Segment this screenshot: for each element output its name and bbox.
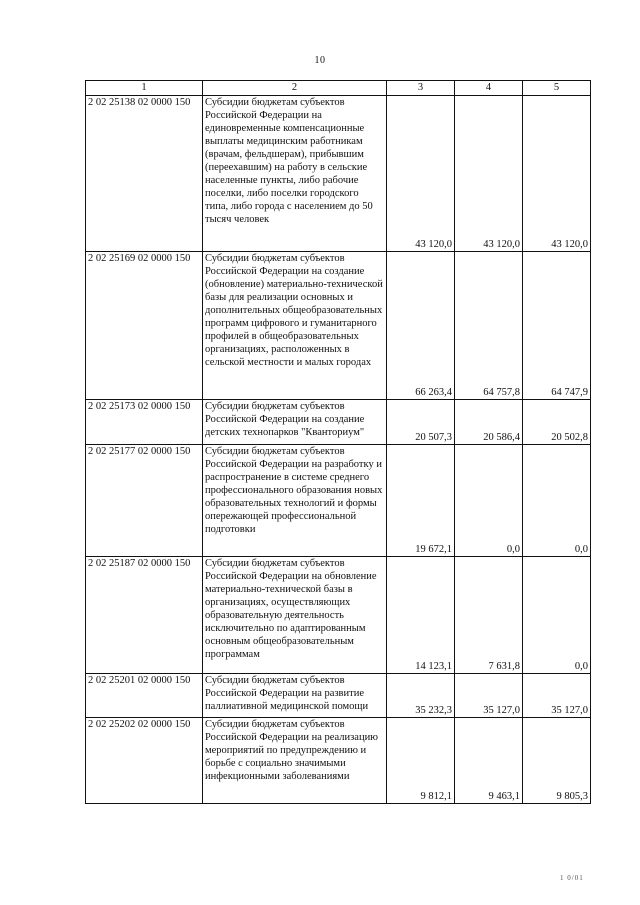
value-col-5: 9 805,3 (523, 718, 591, 804)
page-number: 10 (314, 55, 326, 66)
table-row (86, 96, 591, 252)
footer-mark: 1 0/01 (560, 874, 584, 882)
value-col-5: 0,0 (523, 445, 591, 557)
table-row (86, 252, 591, 400)
value-col-4: 64 757,8 (455, 252, 523, 400)
budget-code: 2 02 25169 02 0000 150 (86, 252, 203, 400)
row-description: Субсидии бюджетам субъектов Российской Федерации на создание детских технопарков "Кванториум" (203, 400, 387, 445)
value-col-4: 20 586,4 (455, 400, 523, 445)
column-header: 1 (86, 81, 203, 96)
budget-code: 2 02 25201 02 0000 150 (86, 674, 203, 718)
table-row (86, 445, 591, 557)
value-col-4: 9 463,1 (455, 718, 523, 804)
budget-code: 2 02 25187 02 0000 150 (86, 557, 203, 674)
row-description: Субсидии бюджетам субъектов Российской Федерации на единовременные компенсационные выплаты медицинским работникам (врачам, фельдшерам), прибывшим (переехавшим) на работу в сельские населенные пункты, либо рабочие поселки, либо поселки городского типа, либо города с населением до 50 тысяч человек (203, 96, 387, 252)
column-header: 4 (455, 81, 523, 96)
value-col-3: 35 232,3 (387, 674, 455, 718)
value-col-3: 43 120,0 (387, 96, 455, 252)
budget-code: 2 02 25177 02 0000 150 (86, 445, 203, 557)
value-col-4: 0,0 (455, 445, 523, 557)
table-row (86, 674, 591, 718)
budget-code: 2 02 25138 02 0000 150 (86, 96, 203, 252)
value-col-5: 0,0 (523, 557, 591, 674)
row-description: Субсидии бюджетам субъектов Российской Федерации на разработку и распространение в системе среднего профессионального образования новых образовательных технологий и формы опережающей профессиональной подготовки (203, 445, 387, 557)
value-col-3: 9 812,1 (387, 718, 455, 804)
value-col-5: 64 747,9 (523, 252, 591, 400)
value-col-4: 35 127,0 (455, 674, 523, 718)
value-col-4: 7 631,8 (455, 557, 523, 674)
row-description: Субсидии бюджетам субъектов Российской Федерации на создание (обновление) материально-технической базы для реализации основных и дополнительных общеобразовательных программ цифрового и гуманитарного профилей в общеобразовательных организациях, расположенных в сельской местности и малых городах (203, 252, 387, 400)
row-description: Субсидии бюджетам субъектов Российской Федерации на обновление материально-технической базы в организациях, осуществляющих образовательную деятельность исключительно по адаптированным основным общеобразовательным программам (203, 557, 387, 674)
budget-code: 2 02 25202 02 0000 150 (86, 718, 203, 804)
table-header-row (86, 81, 591, 96)
value-col-5: 43 120,0 (523, 96, 591, 252)
table-row (86, 400, 591, 445)
column-header: 2 (203, 81, 387, 96)
value-col-3: 20 507,3 (387, 400, 455, 445)
value-col-5: 35 127,0 (523, 674, 591, 718)
row-description: Субсидии бюджетам субъектов Российской Федерации на реализацию мероприятий по предупреждению и борьбе с социально значимыми инфекционными заболеваниями (203, 718, 387, 804)
value-col-4: 43 120,0 (455, 96, 523, 252)
table-row (86, 718, 591, 804)
table-row (86, 557, 591, 674)
value-col-5: 20 502,8 (523, 400, 591, 445)
value-col-3: 14 123,1 (387, 557, 455, 674)
column-header: 3 (387, 81, 455, 96)
value-col-3: 19 672,1 (387, 445, 455, 557)
budget-code: 2 02 25173 02 0000 150 (86, 400, 203, 445)
value-col-3: 66 263,4 (387, 252, 455, 400)
column-header: 5 (523, 81, 591, 96)
row-description: Субсидии бюджетам субъектов Российской Федерации на развитие паллиативной медицинской помощи (203, 674, 387, 718)
budget-table (85, 80, 591, 804)
